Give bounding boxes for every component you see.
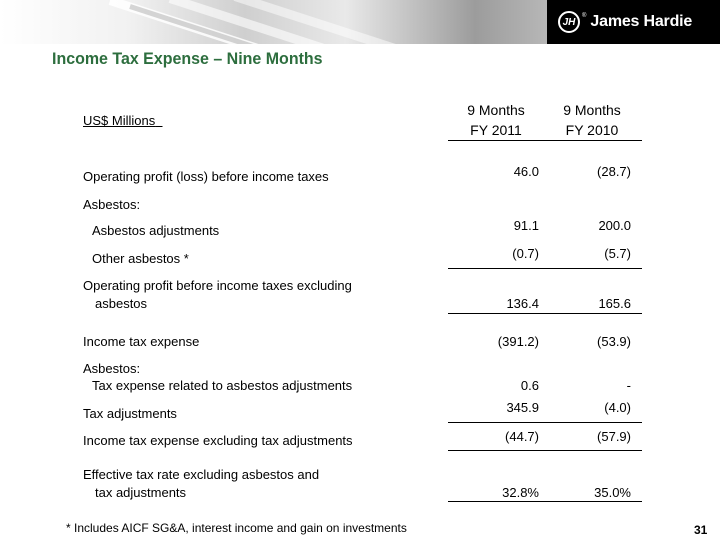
header-banner: [0, 0, 720, 44]
value-fy2011: 136.4: [506, 296, 539, 311]
value-fy2010: 200.0: [598, 218, 631, 233]
subtotal-rule: [448, 450, 642, 451]
subtotal-rule: [448, 422, 642, 423]
value-fy2011: (44.7): [505, 429, 539, 444]
row-label: Other asbestos *: [92, 251, 189, 266]
row-label-continued: tax adjustments: [95, 485, 187, 500]
row-label-continued: asbestos: [95, 296, 148, 311]
column-header-fy2010: [544, 100, 640, 140]
row-label: Income tax expense: [83, 334, 200, 349]
value-fy2011: (0.7): [512, 246, 539, 261]
value-fy2010: -: [626, 378, 631, 393]
footnote: * Includes AICF SG&A, interest income and gain on investments: [66, 521, 407, 535]
value-fy2010: 165.6: [598, 296, 631, 311]
banner-beam: [169, 0, 419, 44]
value-fy2010: (5.7): [604, 246, 631, 261]
value-fy2011: 46.0: [513, 164, 539, 179]
value-fy2011: 345.9: [506, 400, 539, 415]
column-header-line: 9 Months: [563, 102, 621, 118]
value-fy2011: 32.8%: [502, 485, 539, 500]
row-label: Asbestos adjustments: [92, 223, 220, 238]
value-fy2010: (57.9): [597, 429, 631, 444]
header-rule: [448, 140, 642, 141]
page-number: 31: [694, 523, 708, 537]
value-fy2010: (28.7): [597, 164, 631, 179]
slide-title: Income Tax Expense – Nine Months: [52, 49, 323, 68]
total-rule: [448, 501, 642, 502]
value-fy2010: 35.0%: [594, 485, 631, 500]
banner-beam: [234, 0, 484, 44]
company-logo: [547, 0, 720, 44]
value-fy2011: (391.2): [497, 334, 539, 349]
row-label: Asbestos:: [83, 197, 141, 212]
jh-logo-icon: JH: [558, 11, 580, 33]
company-name: James Hardie: [590, 13, 693, 30]
column-header-line: FY 2010: [565, 122, 619, 138]
value-fy2010: (53.9): [597, 334, 631, 349]
registered-mark: ®: [582, 13, 587, 19]
units-label: US$ Millions: [83, 113, 156, 128]
row-label: Effective tax rate excluding asbestos and: [83, 467, 320, 482]
column-header-fy2011: [448, 100, 544, 140]
value-fy2011: 0.6: [520, 378, 539, 393]
subtotal-rule: [448, 268, 642, 269]
row-label: Income tax expense excluding tax adjustments: [83, 433, 353, 448]
row-label: Operating profit (loss) before income taxes: [83, 169, 329, 184]
row-label: Asbestos:: [83, 361, 141, 376]
column-header-line: 9 Months: [467, 102, 525, 118]
value-fy2011: 91.1: [513, 218, 539, 233]
row-label: Operating profit before income taxes excluding: [83, 278, 352, 293]
value-fy2010: (4.0): [604, 400, 631, 415]
row-label: Tax expense related to asbestos adjustments: [92, 378, 353, 393]
subtotal-rule: [448, 313, 642, 314]
column-header-line: FY 2011: [470, 122, 522, 138]
row-label: Tax adjustments: [83, 406, 177, 421]
